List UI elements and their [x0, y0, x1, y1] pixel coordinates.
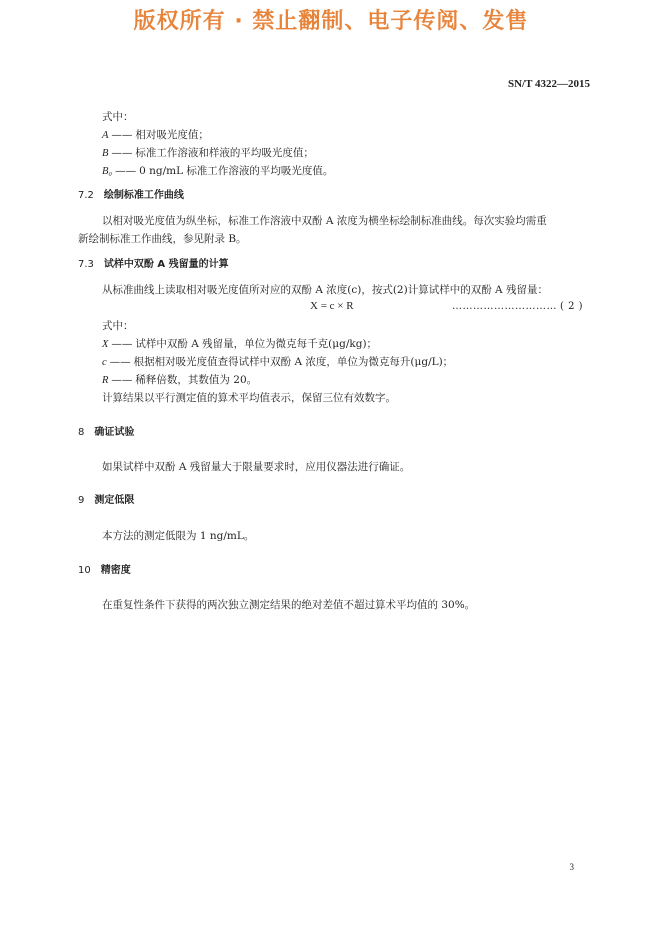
section-number: 7.2: [78, 190, 94, 201]
where-item-b: B —— 标准工作溶液和样液的平均吸光度值；: [102, 147, 314, 159]
where-item-a: A —— 相对吸光度值；: [102, 129, 209, 141]
definition: 稀释倍数，其数值为 20。: [135, 374, 258, 386]
section-number: 9: [78, 495, 85, 506]
section-8-para: 如果试样中双酚 A 残留量大于限量要求时，应用仪器法进行确证。: [102, 461, 411, 473]
section-number: 10: [78, 565, 91, 576]
section-7-3-heading: [78, 258, 229, 272]
definition: 试样中双酚 A 残留量，单位为微克每千克(μg/kg)；: [135, 338, 378, 350]
section-title: 试样中双酚 A 残留量的计算: [103, 259, 229, 270]
section-7-2-para-line2: 新绘制标准工作曲线，参见附录 B。: [78, 233, 247, 245]
section-title: 确证试验: [94, 427, 135, 438]
standard-code: SN/T 4322—2015: [507, 78, 590, 90]
symbol: B₀: [102, 166, 113, 177]
section-title: 绘制标准工作曲线: [103, 190, 184, 201]
section-number: 8: [78, 427, 85, 438]
formula-number: ( 2 ): [560, 301, 584, 312]
definition: 相对吸光度值；: [135, 129, 209, 141]
symbol: R: [102, 375, 109, 386]
symbol: A: [102, 130, 109, 141]
where-item-c: c —— 根据相对吸光度值查得试样中双酚 A 浓度，单位为微克每升(μg/L)；: [102, 356, 454, 368]
symbol: c: [102, 357, 107, 368]
where-item-x: X —— 试样中双酚 A 残留量，单位为微克每千克(μg/kg)；: [102, 338, 378, 350]
definition: 0 ng/mL 标准工作溶液的平均吸光度值。: [139, 165, 334, 177]
where-label: 式中：: [102, 111, 134, 123]
where-label-2: 式中：: [102, 320, 134, 332]
section-7-2-heading: [78, 189, 184, 203]
where-item-r: R —— 稀释倍数，其数值为 20。: [102, 374, 258, 386]
section-7-3-closing: 计算结果以平行测定值的算术平均值表示，保留三位有效数字。: [102, 392, 396, 404]
definition: 标准工作溶液和样液的平均吸光度值；: [135, 147, 314, 159]
section-8-heading: [78, 426, 134, 440]
page-number: 3: [569, 862, 574, 872]
symbol: B: [102, 148, 109, 159]
section-9-heading: [78, 494, 134, 508]
section-title: 精密度: [100, 565, 131, 576]
formula-leader-dots: …………………………: [452, 301, 557, 312]
section-number: 7.3: [78, 259, 94, 270]
section-10-para: 在重复性条件下获得的两次独立测定结果的绝对差值不超过算术平均值的 30%。: [102, 599, 476, 611]
where-item-b0: B₀ —— 0 ng/mL 标准工作溶液的平均吸光度值。: [102, 165, 334, 177]
definition: 根据相对吸光度值查得试样中双酚 A 浓度，单位为微克每升(μg/L)；: [133, 356, 454, 368]
section-title: 测定低限: [94, 495, 135, 506]
section-7-2-para-line1: 以相对吸光度值为纵坐标，标准工作溶液中双酚 A 浓度为横坐标绘制标准曲线。每次实验均需重: [102, 215, 547, 227]
section-9-para: 本方法的测定低限为 1 ng/mL。: [102, 530, 255, 542]
formula-2: X = c × R: [310, 300, 354, 312]
watermark: 版权所有 · 禁止翻制、电子传阅、发售: [133, 9, 529, 34]
section-7-3-para: 从标准曲线上读取相对吸光度值所对应的双酚 A 浓度(c)，按式(2)计算试样中的双酚 A 残留量：: [102, 284, 548, 296]
section-10-heading: [78, 564, 131, 578]
symbol: X: [102, 339, 109, 350]
